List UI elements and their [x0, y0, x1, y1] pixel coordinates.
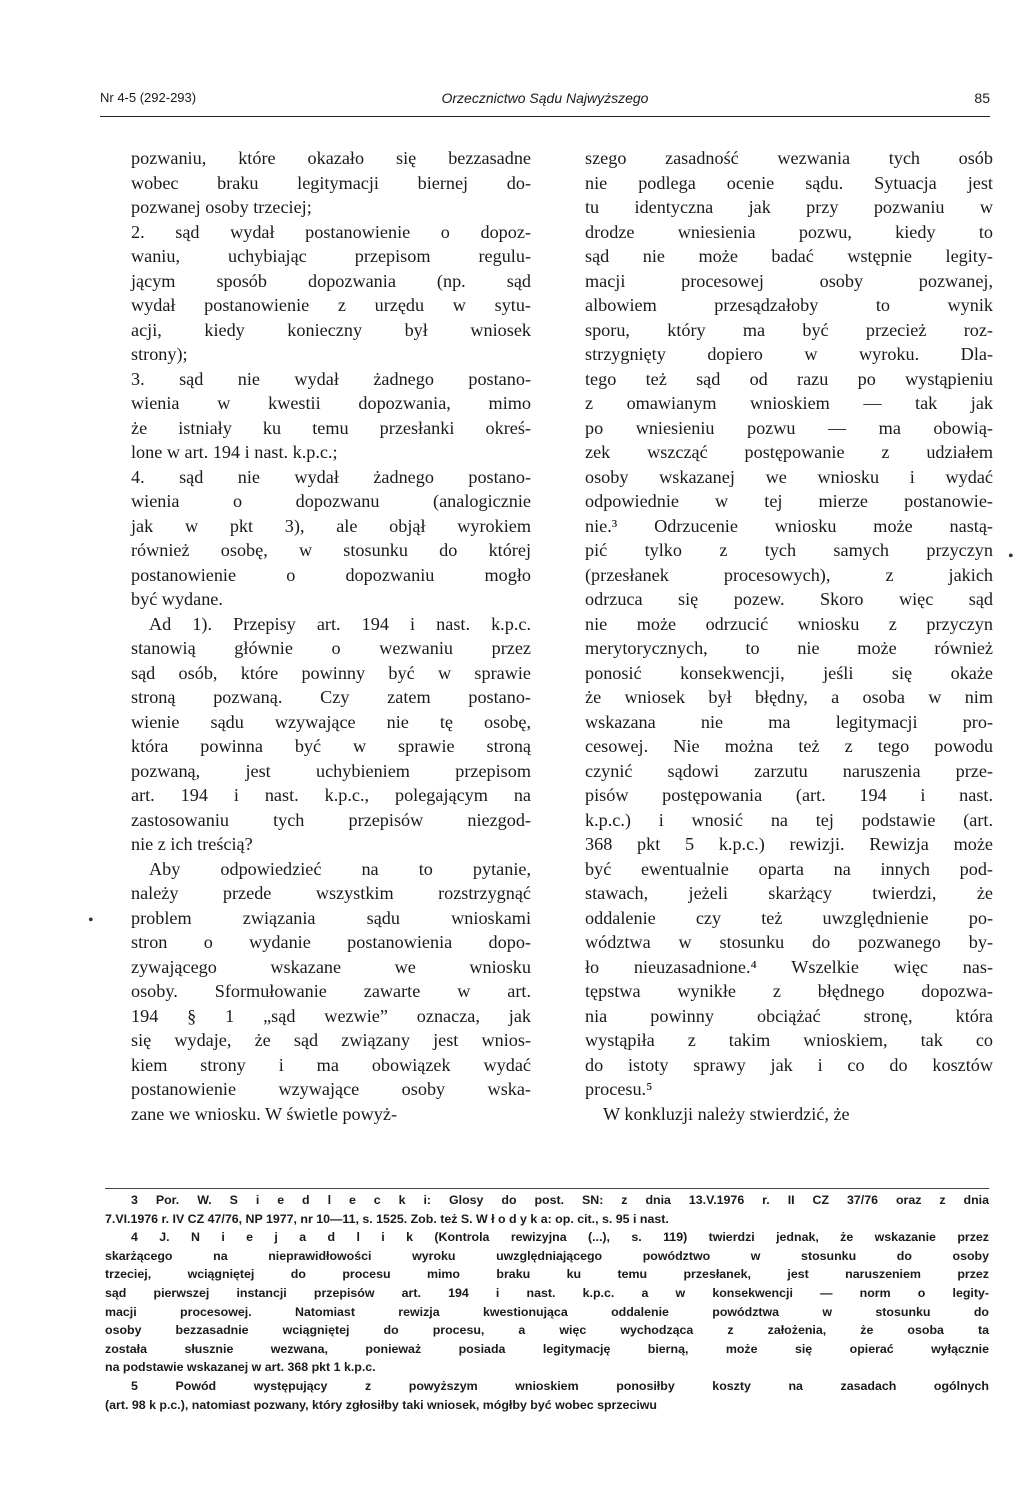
page-number: 85: [974, 90, 990, 106]
text-line: art. 194 i nast. k.p.c., polegającym na: [131, 785, 531, 805]
text-line: kiem strony i ma obowiązek wydać: [131, 1054, 531, 1075]
text-line: drodze wniesienia pozwu, kiedy to: [585, 221, 993, 242]
margin-bullet-right: •: [1008, 548, 1014, 565]
footnote-line: została słusznie wezwana, ponieważ posiada legitymację bierną, może się opierać wyłącznie: [105, 1341, 989, 1356]
text-line: odrzuca się pozew. Skoro więc sąd: [585, 589, 993, 609]
text-line: stanowią głównie o wezwaniu przez: [131, 638, 531, 658]
text-line: osoby wskazanej we wniosku i wydać: [585, 466, 993, 487]
text-line: wystąpiła z takim wnioskiem, tak co: [585, 1030, 993, 1050]
text-line: ponosić konsekwencji, jeśli się okaże: [585, 662, 993, 683]
text-line: stroną pozwaną. Czy zatem postano-: [131, 687, 531, 707]
text-line: która powinna być w sprawie stroną: [131, 736, 531, 756]
text-line: odpowiednie w tej mierze postanowie-: [585, 491, 993, 511]
text-line: lone w art. 194 i nast. k.p.c.;: [131, 442, 338, 462]
text-line: 3. sąd nie wydał żadnego postano-: [131, 368, 531, 389]
issue-number: Nr 4-5 (292-293): [100, 90, 197, 105]
text-line: k.p.c.) i wnosić na tej podstawie (art.: [585, 809, 993, 830]
text-line: waniu, uchybiając przepisom regulu-: [131, 246, 531, 266]
text-line: pozwanej osoby trzeciej;: [131, 197, 312, 217]
text-line: pić tylko z tych samych przyczyn: [585, 540, 993, 560]
text-line: wydał postanowienie z urzędu w sytu-: [131, 295, 531, 315]
footnote-line: trzeciej, wciągniętej do procesu mimo braku ku temu przesłanek, jest naruszeniem przez: [105, 1267, 989, 1282]
text-line: do istoty sprawy jak i co do kosztów: [585, 1054, 993, 1075]
text-line: Ad 1). Przepisy art. 194 i nast. k.p.c.: [149, 613, 531, 634]
text-line: zastosowaniu tych przepisów niezgod-: [131, 809, 531, 830]
text-line: z omawianym wnioskiem — tak jak: [585, 393, 993, 413]
text-line: tu identyczna jak przy pozwaniu w: [585, 197, 993, 217]
text-line: szego zasadność wezwania tych osób: [585, 148, 993, 168]
text-line: również osobę, w stosunku do której: [131, 540, 531, 560]
text-line: postanowienie o dopozwaniu mogło: [131, 564, 531, 585]
text-line: macji procesowej osoby pozwanej,: [585, 270, 993, 291]
text-line: W konkluzji należy stwierdzić, że: [603, 1103, 850, 1124]
text-line: albowiem przesądzałoby to wynik: [585, 295, 993, 315]
text-line: wienie sądu wzywające nie tę osobę,: [131, 711, 531, 732]
text-line: czynić sądowi zarzutu naruszenia prze-: [585, 760, 993, 781]
footnote-line: macji procesowej. Natomiast rewizja kwestionująca oddalenie powództwa w stosunku do: [105, 1304, 989, 1319]
text-line: 194 § 1 „sąd wezwie” oznacza, jak: [131, 1005, 531, 1026]
footnote-line: 5 Powód występujący z powyższym wnioskiem ponosiłby koszty na zasadach ogólnych: [131, 1378, 989, 1393]
text-line: jak w pkt 3), ale objął wyrokiem: [131, 515, 531, 536]
text-line: stron o wydanie postanowienia dopo-: [131, 932, 531, 952]
text-line: wienia w kwestii dopozwania, mimo: [131, 393, 531, 413]
margin-bullet-left: •: [88, 912, 94, 929]
text-line: acji, kiedy konieczny był wniosek: [131, 319, 531, 340]
text-line: strzygnięty dopiero w wyroku. Dla-: [585, 344, 993, 364]
footnotes-section: [105, 1188, 989, 1414]
text-column-right: [585, 146, 993, 1126]
text-line: strony);: [131, 344, 188, 364]
text-line: sąd nie może badać wstępnie legity-: [585, 246, 993, 266]
text-line: po wniesieniu pozwu — ma obowią-: [585, 417, 993, 438]
text-line: (przesłanek procesowych), z jakich: [585, 564, 993, 585]
text-line: nie z ich treścią?: [131, 834, 253, 854]
text-line: sąd osób, które powinny być w sprawie: [131, 662, 531, 683]
text-line: jącym sposób dopozwania (np. sąd: [131, 270, 531, 291]
text-line: nie.³ Odrzucenie wniosku może nastą-: [585, 515, 993, 536]
text-line: zywającego wskazane we wniosku: [131, 956, 531, 977]
text-line: wództwa w stosunku do pozwanego by-: [585, 932, 993, 952]
footnote-line: (art. 98 k p.c.), natomiast pozwany, który zgłosiłby taki wniosek, mógłby być wobec sprzeciwu: [105, 1397, 657, 1412]
text-line: merytorycznych, to nie może również: [585, 638, 993, 658]
text-column-left: [131, 146, 531, 1126]
text-line: wskazana nie ma legitymacji pro-: [585, 711, 993, 732]
text-line: procesu.⁵: [585, 1079, 653, 1099]
footnote-line: 4 J. N i e j a d l i k (Kontrola rewizyjna (...), s. 119) twierdzi jednak, że wskazanie przez: [131, 1230, 989, 1245]
text-line: tego też sąd od razu po wystąpieniu: [585, 368, 993, 389]
footnote-line: 3 Por. W. S i e d l e c k i: Glosy do post. SN: z dnia 13.V.1976 r. II CZ 37/76 oraz z dnia: [131, 1193, 989, 1207]
text-line: zane we wniosku. W świetle powyż-: [131, 1103, 398, 1124]
text-line: pozwaniu, które okazało się bezzasadne: [131, 148, 531, 168]
text-line: 368 pkt 5 k.p.c.) rewizji. Rewizja może: [585, 834, 993, 854]
text-line: że istniały ku temu przesłanki okreś-: [131, 417, 531, 438]
text-line: ło nieuzasadnione.⁴ Wszelkie więc nas-: [585, 956, 993, 977]
text-line: nie podlega ocenie sądu. Sytuacja jest: [585, 172, 993, 193]
text-line: sporu, który ma być przecież roz-: [585, 319, 993, 340]
text-line: wobec braku legitymacji biernej do-: [131, 172, 531, 193]
footnote-line: osoby bezzasadnie wciągniętej do procesu, a więc wychodząca z założenia, że osoba ta: [105, 1323, 989, 1338]
journal-title: Orzecznictwo Sądu Najwyższego: [441, 90, 649, 106]
footnote-line: na podstawie wskazanej w art. 368 pkt 1 k.p.c.: [105, 1360, 376, 1375]
text-line: nie może odrzucić wniosku z przyczyn: [585, 613, 993, 634]
running-header: [100, 90, 990, 117]
footnote-line: sąd pierwszej instancji przepisów art. 194 i nast. k.p.c. a w konsekwencji — norm o legity-: [105, 1285, 989, 1300]
text-line: zek wszcząć postępowanie z udziałem: [585, 442, 993, 462]
text-line: należy przede wszystkim rozstrzygnąć: [131, 883, 531, 903]
text-line: się wydaje, że sąd związany jest wnios-: [131, 1030, 531, 1050]
footnote-line: 7.VI.1976 r. IV CZ 47/76, NP 1977, nr 10—11, s. 1525. Zob. też S. W ł o d y k a: op. cit., s. 95 i nast.: [105, 1211, 669, 1226]
text-line: być wydane.: [131, 589, 223, 609]
text-line: pozwaną, jest uchybieniem przepisom: [131, 760, 531, 781]
text-line: 2. sąd wydał postanowienie o dopoz-: [131, 221, 531, 242]
text-line: problem związania sądu wnioskami: [131, 907, 531, 928]
text-line: być ewentualnie oparta na innych pod-: [585, 858, 993, 879]
text-line: wienia o dopozwanu (analogicznie: [131, 491, 531, 511]
text-line: tępstwa wynikłe z błędnego dopozwa-: [585, 981, 993, 1001]
text-line: że wniosek był błędny, a osoba w nim: [585, 687, 993, 707]
footnote-line: skarżącego na nieprawidłowości wyroku uwzględniającego powództwo w stosunku do osoby: [105, 1248, 989, 1263]
text-line: pisów postępowania (art. 194 i nast.: [585, 785, 993, 805]
text-line: stawach, jeżeli skarżący twierdzi, że: [585, 883, 993, 903]
text-line: cesowej. Nie można też z tego powodu: [585, 736, 993, 756]
text-line: osoby. Sformułowanie zawarte w art.: [131, 981, 531, 1001]
text-line: nia powinny obciążać stronę, która: [585, 1005, 993, 1026]
text-line: postanowienie wzywające osoby wska-: [131, 1079, 531, 1099]
text-line: Aby odpowiedzieć na to pytanie,: [149, 858, 531, 879]
text-line: oddalenie czy też uwzględnienie po-: [585, 907, 993, 928]
text-line: 4. sąd nie wydał żadnego postano-: [131, 466, 531, 487]
